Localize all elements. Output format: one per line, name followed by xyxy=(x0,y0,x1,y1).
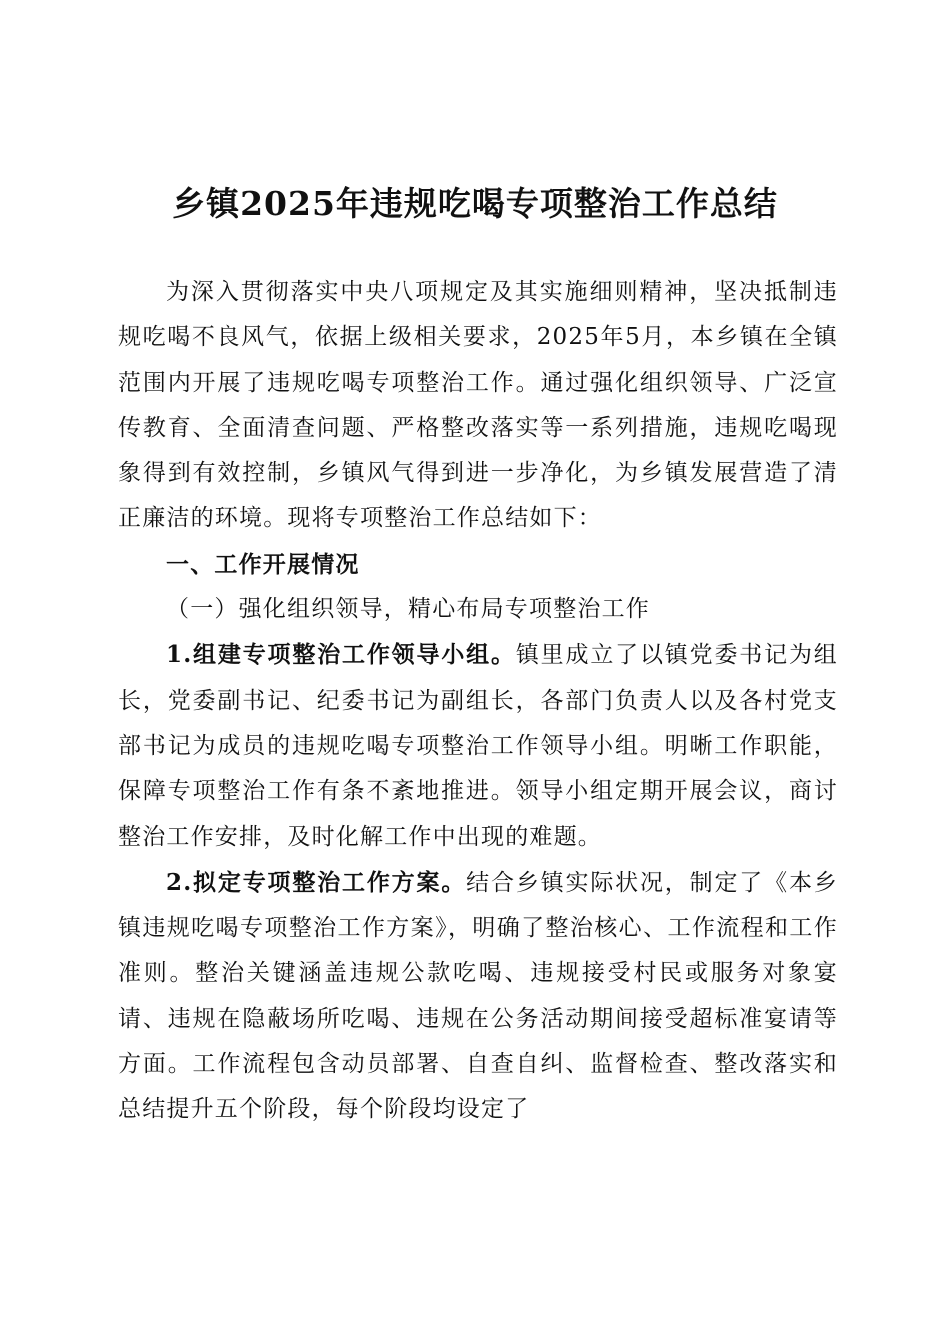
item-1-lead: 1.组建专项整治工作领导小组。 xyxy=(166,641,516,669)
item-2-paragraph xyxy=(118,860,838,1133)
item-1-paragraph xyxy=(118,632,838,859)
intro-paragraph: 为深入贯彻落实中央八项规定及其实施细则精神，坚决抵制违规吃喝不良风气，依据上级相关要求，2025年5月，本乡镇在全镇范围内开展了违规吃喝专项整治工作。通过强化组织领导、广泛宣传教育、全面清查问题、严格整改落实等一系列措施，违规吃喝现象得到有效控制，乡镇风气得到进一步净化，为乡镇发展营造了清正廉洁的环境。现将专项整治工作总结如下： xyxy=(118,279,838,532)
item-1-text: 镇里成立了以镇党委书记为组长，党委副书记、纪委书记为副组长，各部门负责人以及各村党支部书记为成员的违规吃喝专项整治工作领导小组。明晰工作职能，保障专项整治工作有条不紊地推进。领导小组定期开展会议，商讨整治工作安排，及时化解工作中出现的难题。 xyxy=(118,642,838,850)
document-body xyxy=(118,270,838,1133)
item-2-lead: 2.拟定专项整治工作方案。 xyxy=(166,868,467,896)
item-2-text: 结合乡镇实际状况，制定了《本乡镇违规吃喝专项整治工作方案》，明确了整治核心、工作流程和工作准则。整治关键涵盖违规公款吃喝、违规接受村民或服务对象宴请、违规在隐蔽场所吃喝、违规在公务活动期间接受超标准宴请等方面。工作流程包含动员部署、自查自纠、监督检查、整改落实和总结提升五个阶段，每个阶段均设定了 xyxy=(118,869,838,1123)
subsection-heading: （一）强化组织领导，精心布局专项整治工作 xyxy=(166,596,650,623)
document-title: 乡镇2025年违规吃喝专项整治工作总结 xyxy=(172,184,778,223)
section-heading: 一、工作开展情况 xyxy=(166,550,360,578)
